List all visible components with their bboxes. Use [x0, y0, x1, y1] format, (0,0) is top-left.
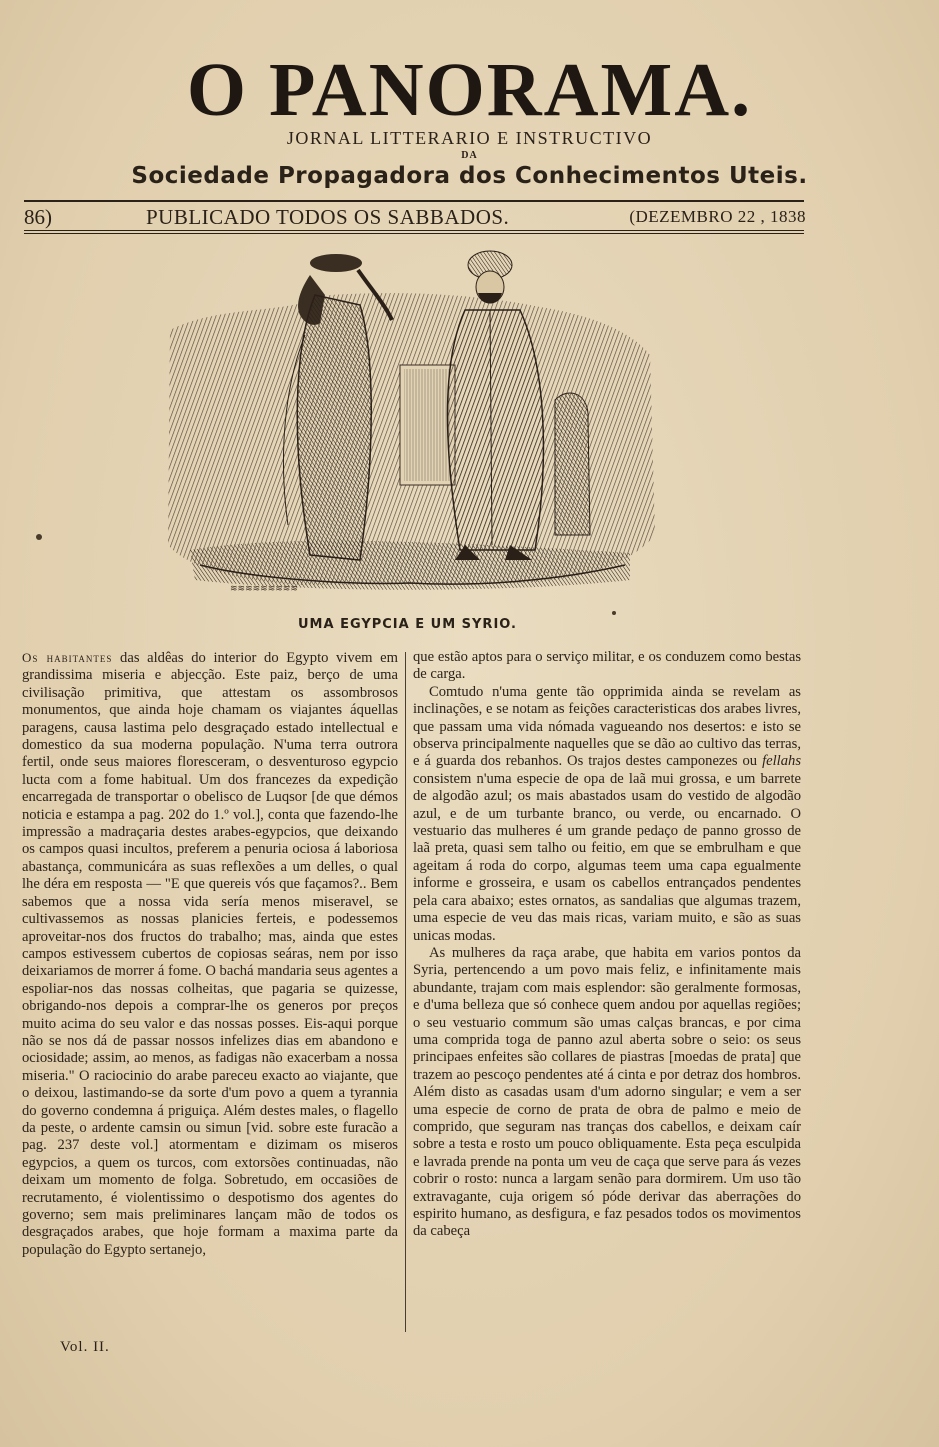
issue-date: (DEZEMBRO 22 , 1838: [629, 207, 806, 226]
masthead-subtitle: JORNAL LITTERARIO E INSTRUCTIVO: [286, 128, 653, 148]
svg-text:≋≋≋≋≋≋≋≋≋: ≋≋≋≋≋≋≋≋≋: [230, 584, 298, 594]
masthead-title: O PANORAMA.: [186, 48, 753, 132]
italic-term: fellahs: [762, 753, 801, 770]
print-spot: [612, 611, 616, 615]
article-column-left: [22, 649, 398, 1259]
column-divider: [405, 652, 406, 1332]
publication-frequency: PUBLICADO TODOS OS SABBADOS.: [146, 205, 510, 229]
publication-bar: [24, 204, 806, 230]
masthead-da: DA: [461, 150, 478, 161]
bottom-rule: [24, 233, 804, 234]
lead-word: Os habitantes: [22, 650, 113, 665]
article-paragraph: As mulheres da raça arabe, que habita em varios pontos da Syria, pertencendo a um povo mais feliz, e infinitamente mais abundante, trajam com mais esplendor: são geralmente formosas, e d'uma belleza que só conhece quem andou por aquellas regiões; o seu vestuario commum são umas calças brancas, e por cima uma comprida toga de panno azul aberta sobre o seio: os seus principaes enfeites são collares de piastras [moedas de prata] que trazem ao pescoço pendentes até á cinta e por detraz dos hombros. Além disto as casadas usam d'um adorno singular; e vem a ser uma especie de corno de prata de obra de palmo e meio de comprido, que seguram nas tranças dos cabellos, e deixam caír sobre a testa e rosto um pouco obliquamente. Esta peça esculpida e lavrada prende na ponta um veu de caça que serve para ás vezes cobrir o rosto: nunca a largam senão para dormirem. Um uso tão extravagante, cuja origem só póde derivar das aberrações do espirito humano, as desfigura, e faz pesados todos os movimentos da cabeça: [413, 944, 801, 1240]
top-rule: [24, 200, 804, 202]
volume-label: Vol. II.: [60, 1339, 110, 1355]
masthead-society: Sociedade Propagadora dos Conhecimentos Uteis.: [131, 163, 808, 189]
article-paragraph: Os habitantes das aldêas do interior do Egypto vivem em grandissima miseria e abjecção. Este paiz, berço de uma civilisação primitiva, que attestam os assombrosos monumentos, que ainda hoje chamam os viajantes áquellas paragens, causa lastima pelo desgraçado estado intellectual e domestico da sua moderna população. N'uma terra outrora fertil, onde seus maiores floresceram, o desventuroso egypcio lucta com a fome habitual. Um dos francezes da expedição encarregada de transportar o obelisco de Luqsor [de que démos noticia e estampa a pag. 202 do 1.º vol.], conta que fazendo-lhe impressão a madraçaria destes arabes-egypcios, que deixando os campos quasi incultos, preferem a penuria ociosa á laboriosa abastança, communicára as suas reflexões a um delles, o qual lhe déra em resposta — "E que quereis vós que façamos?.. Bem sabemos que a nossa vida sería menos miseravel, se cultivassemos as nossas planicies ferteis, e podessemos aproveitar-nos dos fructos do trabalho; mas, ainda que estes campos estivessem cubertos de copiosas seáras, nem por isso deixariamos de morrer á fome. O bachá mandaria seus agentes a espoliar-nos das nossas colheitas, que pagaria se quizesse, obrigando-nos depois a comprar-lhe os generos por preços muito acima do seu valor e das nossas posses. Eis-aqui porque não se nos dá de passar nossos infelizes dias em abandono e ociosidade; assim, ao menos, as fadigas não exacerbam a nossa miseria." O raciocinio do arabe pareceu exacto ao viajante, que o deixou, lastimando-se da sorte d'um povo a quem a tyrannia do governo condemna á priguiça. Além destes males, o flagello da peste, o ardente camsin ou simun [vid. sobre este furacão a pag. 237 deste vol.] atormentam e dizimam os miseros egypcios, a quem os turcos, com extorsões continuadas, não deixam um momento de folga. Sobretudo, em occasiões de recrutamento, é violentissimo o despotismo dos agentes do governo; sem mais preliminares lançam mão de todos os desgraçados arabes, que hoje formam a maxima parte da população do Egypto sertanejo,: [22, 650, 398, 1258]
ruin-column: [555, 393, 590, 535]
article-paragraph: Comtudo n'uma gente tão opprimida ainda se revelam as inclinações, e se notam as feições caracteristicas dos arabes livres, que passam uma vida nómada vagueando nos desertos: e isto se observa principalmente naquelles que se dão ao cultivo das terras, e á guarda dos rebanhos. Os trajos destes camponezes ou fellahs consistem n'uma especie de opa de laã mui grossa, e um barrete de algodão azul; os mais abastados usam do vestido de algodão azul, e de um turbante branco, ou verde, ou encarnado. O vestuario das mulheres é um grande pedaço de panno grosso de laã preta, quasi sem talho ou feitio, em que se embrulham e que ageitam á roda do corpo, algumas teem uma capa egualmente informe e grosseira, e usam os cabellos entrançados pendentes pela cara abaixo; estes ornatos, as sandalias que algumas trazem, uma especie de veu das mais ricas, variam muito, e são as suas unicas modas.: [413, 683, 801, 944]
illustration-caption: UMA EGYPCIA E UM SYRIO.: [297, 617, 517, 632]
syrian-man: [448, 310, 544, 550]
egyptian-woman: [297, 295, 371, 560]
article-column-right: [413, 649, 801, 1241]
engraving-illustration: [160, 235, 660, 615]
issue-number: 86): [24, 205, 52, 229]
water-jar: [310, 254, 362, 272]
print-spot: [36, 534, 42, 540]
article-paragraph: que estão aptos para o serviço militar, e os conduzem como bestas de carga.: [413, 649, 801, 683]
bottom-rule-thin: [24, 230, 804, 231]
